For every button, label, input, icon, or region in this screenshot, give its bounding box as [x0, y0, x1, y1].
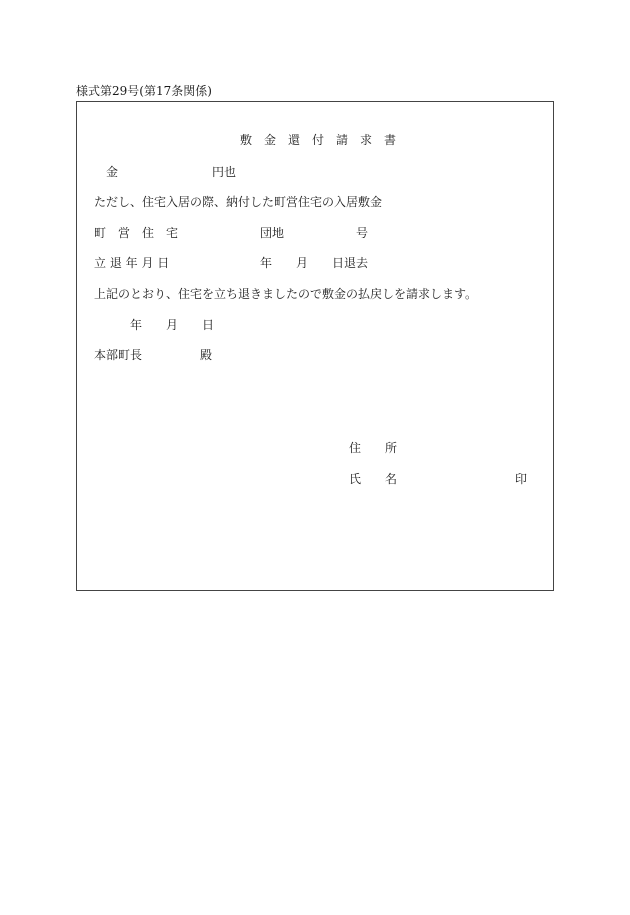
moveout-year: 年 — [260, 256, 273, 270]
housing-gou: 号 — [356, 226, 369, 240]
form-number: 様式第29号(第17条関係) — [76, 84, 212, 98]
seal-mark: 印 — [515, 472, 528, 486]
moveout-label: 立 退 年 月 日 — [94, 256, 170, 270]
moveout-month: 月 — [296, 256, 309, 270]
applicant-address-label: 住 所 — [349, 441, 398, 455]
applicant-name-label: 氏 名 — [349, 472, 398, 486]
request-statement: 上記のとおり、住宅を立ち退きましたので敷金の払戻しを請求します。 — [94, 287, 478, 301]
date-year: 年 — [130, 318, 143, 332]
amount-prefix: 金 — [106, 165, 119, 179]
date-month: 月 — [166, 318, 179, 332]
addressee-honorific: 殿 — [200, 348, 213, 362]
housing-danchi: 団地 — [260, 226, 285, 240]
amount-suffix: 円也 — [212, 165, 237, 179]
proviso-text: ただし、住宅入居の際、納付した町営住宅の入居敷金 — [94, 195, 383, 209]
document-title: 敷 金 還 付 請 求 書 — [240, 133, 397, 147]
addressee-name: 本部町長 — [94, 348, 143, 362]
date-day: 日 — [202, 318, 215, 332]
housing-label: 町 営 住 宅 — [94, 226, 179, 240]
moveout-day: 日退去 — [332, 256, 369, 270]
form-frame — [76, 101, 554, 591]
